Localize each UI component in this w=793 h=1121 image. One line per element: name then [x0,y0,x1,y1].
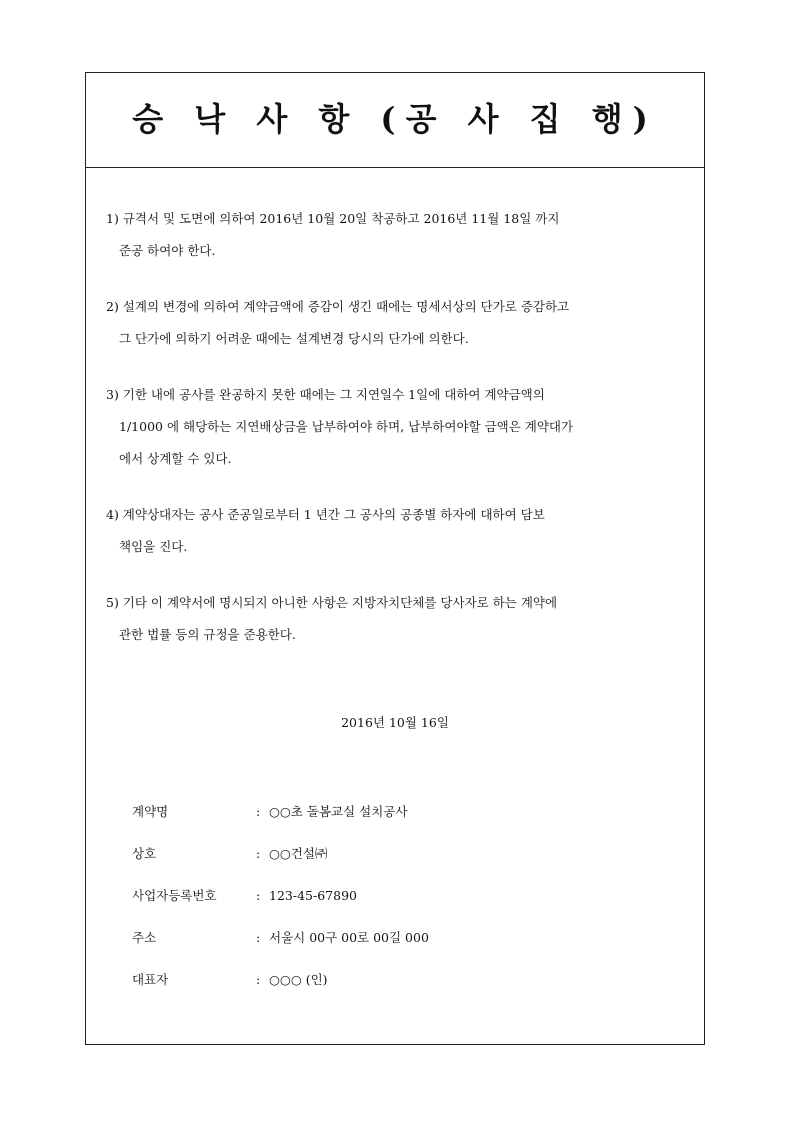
document-title: 승 낙 사 항 (공 사 집 행) [132,100,658,138]
info-label: 계약명 [132,804,169,819]
clause-line: 2) 설계의 변경에 의하여 계약금액에 증감이 생긴 때에는 명세서상의 단가로 증감하고 [106,299,570,314]
info-label: 사업자등록번호 [132,888,217,903]
info-value: ○○○ (인) [269,972,328,987]
clause-line: 4) 계약상대자는 공사 준공일로부터 1 년간 그 공사의 공종별 하자에 대하여 담보 [106,507,545,522]
info-colon: : [256,888,261,903]
info-value: ○○건설㈜ [269,846,328,861]
clause-line: 관한 법률 등의 규정을 준용한다. [119,627,296,642]
info-colon: : [256,972,261,987]
clause-3 [106,379,573,475]
title-band [86,73,704,168]
clause-2 [106,291,569,355]
info-colon: : [256,846,261,861]
info-value: 123-45-67890 [269,888,357,903]
document-frame [85,72,705,1045]
info-label: 상호 [132,846,157,861]
clause-line: 1) 규격서 및 도면에 의하여 2016년 10월 20일 착공하고 2016년 11월 18일 까지 [106,211,560,226]
clause-line: 3) 기한 내에 공사를 완공하지 못한 때에는 그 지연일수 1일에 대하여 계약금액의 [106,387,545,402]
clause-5 [106,587,557,651]
clause-line: 1/1000 에 해당하는 지연배상금을 납부하여야 하며, 납부하여야할 금액은 계약대가 [119,419,574,434]
clause-line: 에서 상계할 수 있다. [119,451,232,466]
info-value: ○○초 돌봄교실 설치공사 [269,804,408,819]
clause-line: 준공 하여야 한다. [119,243,216,258]
clause-4 [106,499,545,563]
clause-line: 책임을 진다. [119,539,188,554]
clause-1 [106,203,559,267]
info-colon: : [256,930,261,945]
info-label: 대표자 [132,972,169,987]
clause-line: 5) 기타 이 계약서에 명시되지 아니한 사항은 지방자치단체를 당사자로 하는 계약에 [106,595,558,610]
contract-date: 2016년 10월 16일 [341,715,449,730]
info-label: 주소 [132,930,157,945]
info-colon: : [256,804,261,819]
info-value: 서울시 00구 00로 00길 000 [269,930,429,945]
clause-line: 그 단가에 의하기 어려운 때에는 설계변경 당시의 단가에 의한다. [119,331,469,346]
